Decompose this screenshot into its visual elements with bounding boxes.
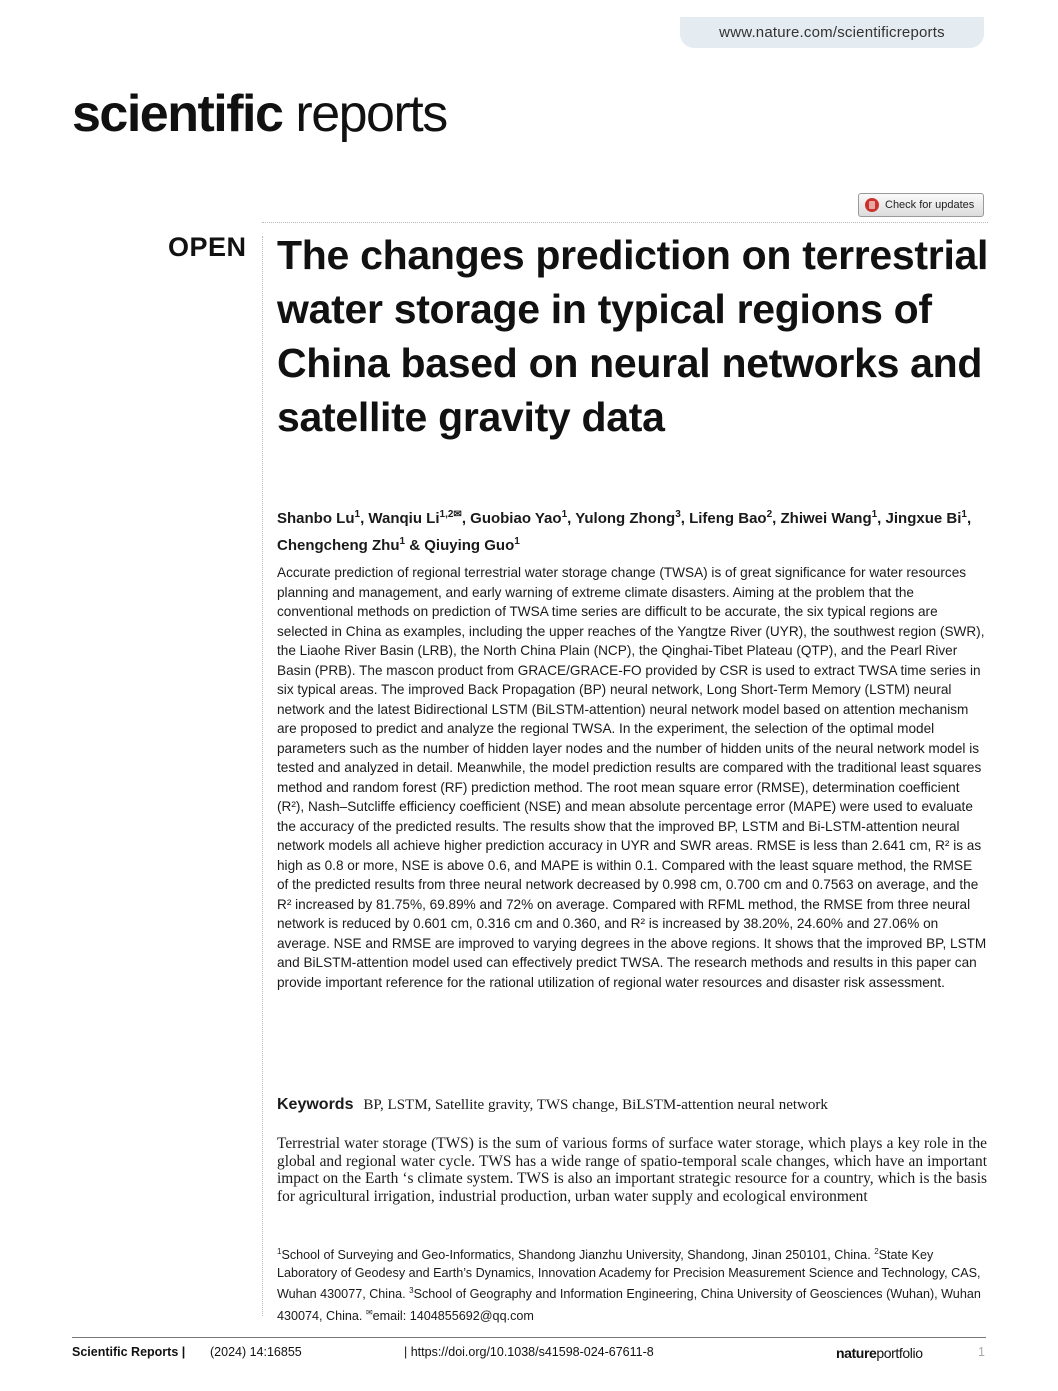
author-name[interactable]: Chengcheng Zhu	[277, 537, 400, 554]
email-link[interactable]: 1404855692@qq.com	[409, 1309, 534, 1324]
author-affiliation-marker: 1,2	[439, 509, 454, 520]
author-name[interactable]: Guobiao Yao	[470, 510, 562, 527]
author-name[interactable]: Lifeng Bao	[689, 510, 767, 527]
open-access-label: OPEN	[168, 232, 247, 262]
affiliation-number: 1	[277, 1247, 282, 1256]
author-affiliation-marker: 1	[961, 509, 967, 520]
journal-logo	[72, 85, 447, 143]
page-number: 1	[978, 1345, 985, 1359]
author-affiliation-marker: 1	[399, 536, 406, 547]
author-name[interactable]: Wanqiu Li	[368, 510, 440, 527]
column-divider	[262, 236, 263, 1316]
check-for-updates-label: Check for updates	[885, 199, 975, 211]
author-affiliation-marker: 1	[354, 509, 361, 520]
update-icon	[865, 198, 879, 212]
publisher-bold: nature	[836, 1345, 877, 1361]
affiliation-text: School of Geography and Information Engineering, China University of Geosciences (Wuhan), Wuhan 430074, China.	[277, 1287, 981, 1324]
footer-journal: Scientific Reports |	[72, 1345, 186, 1359]
publisher-logo	[836, 1345, 923, 1361]
publisher-light: portfolio	[876, 1345, 923, 1361]
email-icon: ✉	[365, 1307, 373, 1317]
author-name[interactable]: Yulong Zhong	[575, 510, 676, 527]
email-prefix: email:	[372, 1309, 410, 1324]
author-affiliation-marker: 1	[871, 509, 878, 520]
footer-divider	[72, 1337, 986, 1338]
affiliation-number: 2	[874, 1247, 879, 1256]
author-list: Shanbo Lu$^1$, Wanqiu $Li^{1,2✉}$, Guobiao Yao$^1$, Yulong Zhong$^3$, Lifeng Bao$^2$, Zhiwei Wang$^1$, Jingxue Bi$^1$, Chengcheng Zhu$^1$ & Qiuying Guo$^1$	[277, 509, 972, 554]
footer-doi-link[interactable]: | https://doi.org/10.1038/s41598-024-67611-8	[404, 1345, 654, 1359]
keywords-label: Keywords	[277, 1096, 354, 1113]
author-affiliation-marker: 1	[514, 536, 520, 547]
affiliation-number: 3	[409, 1286, 414, 1296]
author-name[interactable]: Jingxue Bi	[885, 510, 962, 527]
author-name[interactable]: Shanbo Lu	[277, 510, 355, 527]
abstract: Accurate prediction of regional terrestrial water storage change (TWSA) is of great significance for water resources planning and management, and early warning of extreme climate disasters. Aiming at the problem that the conventional methods on prediction of TWSA time series are difficult to be accurate, the six typical regions are selected in China as examples, including the upper reaches of the Yangtze River (UYR), the southwest region (SWR), the Liaohe River Basin (LRB), the North China Plain (NCP), the Qinghai-Tibet Plateau (QTP), and the Pearl River Basin (PRB). The mascon product from GRACE/GRACE-FO provided by CSR is used to extract TWSA time series in six typical areas. The improved Back Propagation (BP) neural network, Long Short-Term Memory (LSTM) neural network and the latest Bidirectional LSTM (BiLSTM-attention) neural network model based on attention mechanism are proposed to predict and analyze the regional TWSA. In the experiment, the selection of the optimal model parameters such as the number of hidden layer nodes and the number of hidden units of the neural network model is tested and analyzed in detail. Meanwhile, the model prediction results are compared with the traditional least squares method and random forest (RF) prediction method. The root mean square error (RMSE), determination coefficient (R²), Nash–Sutcliffe efficiency coefficient (NSE) and mean absolute percentage error (MAPE) were used to evaluate the accuracy of the predicted results. The results show that the improved BP, LSTM and Bi-LSTM-attention neural network models all achieve higher prediction accuracy in UYR and SWR areas. RMSE is less than 2.641 cm, R² is as high as 0.8 or more, NSE is above 0.6, and MAPE is within 0.1. Compared with the least square method, the RMSE of the predicted results from three neural network decreased by 0.998 cm, 0.700 cm and 0.7563 on average, and the R² increased by 81.75%, 69.89% and 72% on average. Compared with RFML method, the RMSE from three neural network is reduced by 0.601 cm, 0.316 cm and 0.360, and R² is increased by 38.20%, 24.60% and 27.06% on average. NSE and RMSE are improved to varying degrees in the above regions. It shows that the improved BP, LSTM and BiLSTM-attention model used can effectively predict TWSA. The research methods and results in this paper can provide important reference for the rational utilization of regional water resources and disaster risk assessment.	[277, 565, 987, 990]
affiliation-text: School of Surveying and Geo-Informatics, Shandong Jianzhu University, Shandong, Jinan 250101, China.	[281, 1248, 875, 1263]
email-icon[interactable]: ✉	[453, 509, 462, 520]
affiliations	[277, 1243, 989, 1326]
journal-url[interactable]: www.nature.com/scientificreports	[680, 17, 984, 48]
author-name[interactable]: Qiuying Guo	[424, 537, 515, 554]
affiliation-text: State Key Laboratory of Geodesy and Earth’s Dynamics, Innovation Academy for Precision Measurement Science and Technology, CAS, Wuhan 430077, China.	[277, 1248, 981, 1302]
footer-year-volume: (2024) 14:16855	[210, 1345, 302, 1359]
check-for-updates-button[interactable]	[858, 193, 984, 217]
body-intro: Terrestrial water storage (TWS) is the sum of various forms of surface water storage, which plays a key role in the global and regional water cycle. TWS has a wide range of spatio-temporal scale changes, which have an important impact on the Earth ‘s climate system. TWS is also an important strategic resource for a country, which is the basis for agricultural irrigation, industrial production, urban water supply and ecological environment	[277, 1135, 987, 1205]
author-affiliation-marker: 2	[766, 509, 773, 520]
author-affiliation-marker: 3	[675, 509, 681, 520]
divider	[262, 222, 988, 223]
keywords-value: BP, LSTM, Satellite gravity, TWS change, BiLSTM-attention neural network	[363, 1097, 828, 1113]
journal-logo-bold: scientific	[72, 85, 283, 143]
article-title: The changes prediction on terrestrial water storage in typical regions of China based on neural networks and satellite gravity data	[277, 232, 989, 440]
keywords	[277, 1094, 997, 1115]
journal-logo-light: reports	[295, 85, 447, 143]
author-name[interactable]: Zhiwei Wang	[780, 510, 872, 527]
author-affiliation-marker: 1	[561, 509, 568, 520]
